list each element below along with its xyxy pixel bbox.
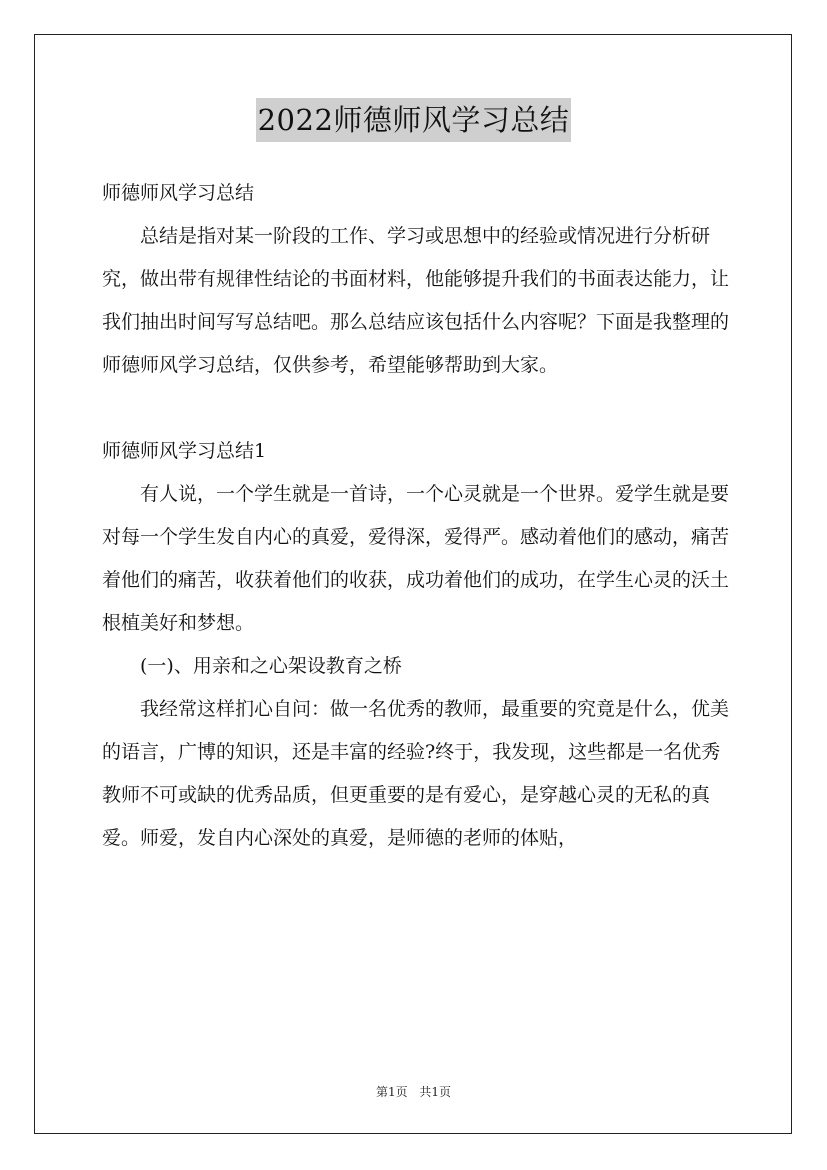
- document-body: [102, 172, 734, 860]
- page-total: 共1页: [419, 1085, 452, 1099]
- page-footer: [0, 1082, 827, 1102]
- page-number: 第1页: [375, 1085, 408, 1099]
- subheading: (一)、用亲和之心架设教育之桥: [140, 655, 402, 677]
- intro-paragraph: 总结是指对某一阶段的工作、学习或思想中的经验或情况进行分析研究，做出带有规律性结论的书面材料，他能够提升我们的书面表达能力，让我们抽出时间写写总结吧。那么总结应该包括什么内容呢？下面是我整理的师德师风学习总结，仅供参考，希望能够帮助到大家。: [102, 225, 730, 376]
- section-spacer: [102, 387, 734, 430]
- title-container: [0, 98, 827, 142]
- document-subtitle: 师德师风学习总结: [102, 182, 255, 204]
- document-title: 2022师德师风学习总结: [256, 98, 572, 142]
- section-paragraph-2: 我经常这样扪心自问：做一名优秀的教师，最重要的究竟是什么，优美的语言，广博的知识，还是丰富的经验?终于，我发现，这些都是一名优秀教师不可或缺的优秀品质，但更重要的是有爱心，是穿越心灵的无私的真爱。师爱，发自内心深处的真爱，是师德的老师的体贴，: [102, 698, 730, 849]
- section-heading: 师德师风学习总结1: [102, 440, 267, 462]
- section-paragraph-1: 有人说，一个学生就是一首诗，一个心灵就是一个世界。爱学生就是要对每一个学生发自内心的真爱，爱得深，爱得严。感动着他们的感动，痛苦着他们的痛苦，收获着他们的收获，成功着他们的成功，在学生心灵的沃土根植美好和梦想。: [102, 483, 730, 634]
